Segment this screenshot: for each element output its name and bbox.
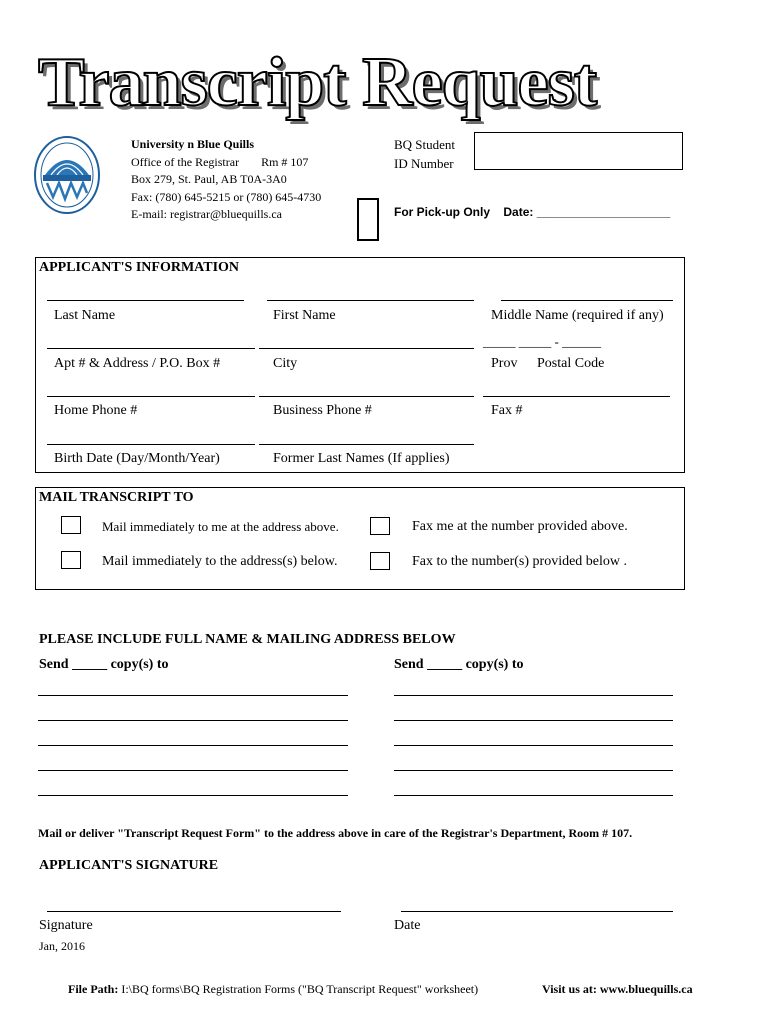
file-path (68, 982, 478, 997)
birth-date-label: Birth Date (Day/Month/Year) (54, 451, 220, 466)
mail-to-me-checkbox[interactable] (61, 516, 81, 534)
address-line-left[interactable] (38, 795, 348, 796)
address-line-left[interactable] (38, 695, 348, 696)
postal-code-label: Postal Code (537, 356, 605, 371)
registrar-office: Office of the Registrar (131, 154, 240, 169)
business-phone-label: Business Phone # (273, 403, 372, 418)
applicant-info-title: APPLICANT'S INFORMATION (39, 260, 240, 275)
address-line-right[interactable] (394, 720, 673, 721)
website-link[interactable]: Visit us at: www.bluequills.ca (542, 982, 693, 996)
middle-name-label: Middle Name (required if any) (491, 308, 664, 323)
send-copies-right[interactable]: Send _____ copy(s) to (394, 657, 524, 672)
registrar-room: Rm # 107 (261, 154, 309, 169)
prov-label: Prov (491, 356, 518, 371)
university-logo-icon (33, 135, 101, 215)
fax-to-me-checkbox[interactable] (370, 517, 390, 535)
fax-to-number-label: Fax to the number(s) provided below . (412, 554, 628, 569)
file-path-value: I:\BQ forms\BQ Registration Forms ("BQ Transcript Request" worksheet) (121, 982, 479, 996)
fax-line[interactable] (483, 396, 670, 397)
birth-date-line[interactable] (47, 444, 255, 445)
former-names-line[interactable] (259, 444, 474, 445)
date-label: Date (394, 918, 421, 933)
registrar-email: E-mail: registrar@bluequills.ca (131, 207, 283, 221)
mail-to-address-checkbox[interactable] (61, 551, 81, 569)
signature-label: Signature (39, 918, 93, 933)
address-label: Apt # & Address / P.O. Box # (54, 356, 221, 371)
address-line-right[interactable] (394, 745, 673, 746)
page-title: Transcript Request (38, 44, 597, 121)
fax-label: Fax # (491, 403, 523, 418)
signature-line[interactable] (47, 911, 341, 912)
student-id-label-line2: ID Number (394, 155, 454, 171)
student-id-field[interactable] (474, 132, 683, 170)
business-phone-line[interactable] (259, 396, 474, 397)
fax-to-me-label: Fax me at the number provided above. (412, 519, 628, 534)
pickup-checkbox[interactable] (357, 198, 379, 241)
first-name-label: First Name (273, 308, 336, 323)
address-line-right[interactable] (394, 695, 673, 696)
address-line-left[interactable] (38, 745, 348, 746)
pickup-date-field[interactable]: Date: ____________________ (503, 205, 671, 219)
mailing-box: Box 279, St. Paul, AB T0A-3A0 (131, 172, 287, 186)
delivery-note: Mail or deliver "Transcript Request Form" to the address above in care of the Registrar's Department, Room # 107. (38, 826, 633, 840)
fax-numbers: Fax: (780) 645-5215 or (780) 645-4730 (131, 189, 322, 204)
last-name-line[interactable] (47, 300, 244, 301)
student-id-label-line1: BQ Student (394, 137, 456, 152)
date-line[interactable] (401, 911, 673, 912)
signature-title: APPLICANT'S SIGNATURE (39, 858, 219, 873)
pickup-label: For Pick-up Only (394, 205, 491, 219)
send-copies-left[interactable]: Send _____ copy(s) to (39, 657, 169, 672)
institution-name: University n Blue Quills (131, 137, 255, 151)
include-address-title: PLEASE INCLUDE FULL NAME & MAILING ADDRESS BELOW (39, 632, 456, 647)
student-id-label (394, 136, 455, 173)
last-name-label: Last Name (54, 308, 116, 323)
middle-name-line[interactable] (501, 300, 673, 301)
city-label: City (273, 356, 298, 371)
prov-postal-blank[interactable]: _____ _____ - ______ (483, 334, 602, 349)
file-path-label: File Path: (68, 982, 119, 996)
address-line[interactable] (47, 348, 255, 349)
mail-transcript-title: MAIL TRANSCRIPT TO (39, 490, 194, 505)
home-phone-label: Home Phone # (54, 403, 138, 418)
pickup-line (394, 205, 670, 219)
mail-to-address-label: Mail immediately to the address(s) below. (102, 554, 338, 569)
first-name-line[interactable] (267, 300, 474, 301)
former-names-label: Former Last Names (If applies) (273, 451, 450, 466)
address-line-left[interactable] (38, 720, 348, 721)
institution-address (131, 136, 321, 224)
address-line-right[interactable] (394, 770, 673, 771)
fax-to-number-checkbox[interactable] (370, 552, 390, 570)
city-line[interactable] (259, 348, 474, 349)
home-phone-line[interactable] (47, 396, 255, 397)
address-line-right[interactable] (394, 795, 673, 796)
mail-to-me-label: Mail immediately to me at the address above. (102, 519, 339, 534)
address-line-left[interactable] (38, 770, 348, 771)
form-revision-date: Jan, 2016 (39, 939, 85, 953)
